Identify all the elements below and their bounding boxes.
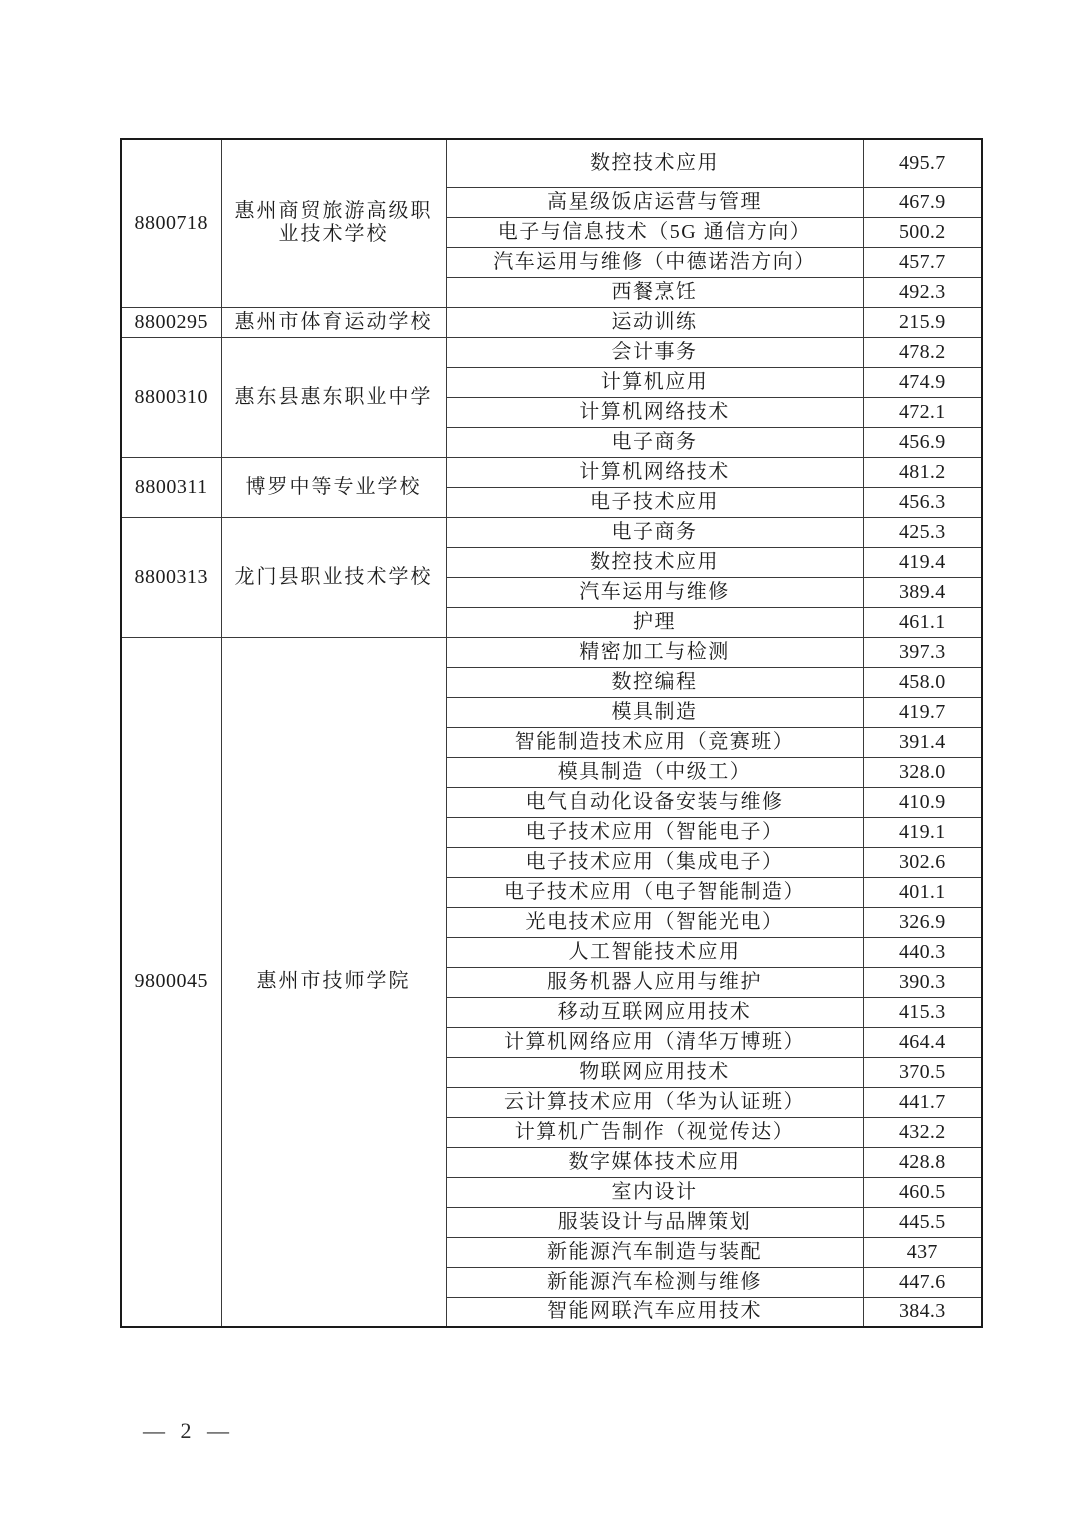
score-cell: 456.9 xyxy=(863,427,982,457)
major-name-cell: 计算机网络技术 xyxy=(446,457,863,487)
score-cell: 495.7 xyxy=(863,139,982,187)
major-name-cell: 物联网应用技术 xyxy=(446,1057,863,1087)
score-cell: 461.1 xyxy=(863,607,982,637)
major-name-cell: 智能制造技术应用（竞赛班） xyxy=(446,727,863,757)
school-name-cell: 博罗中等专业学校 xyxy=(221,457,446,517)
score-cell: 458.0 xyxy=(863,667,982,697)
major-name-cell: 数字媒体技术应用 xyxy=(446,1147,863,1177)
major-name-cell: 数控技术应用 xyxy=(446,139,863,187)
major-name-cell: 智能网联汽车应用技术 xyxy=(446,1297,863,1327)
major-name-cell: 电气自动化设备安装与维修 xyxy=(446,787,863,817)
score-cell: 441.7 xyxy=(863,1087,982,1117)
score-cell: 410.9 xyxy=(863,787,982,817)
score-cell: 428.8 xyxy=(863,1147,982,1177)
score-cell: 397.3 xyxy=(863,637,982,667)
score-cell: 384.3 xyxy=(863,1297,982,1327)
score-cell: 415.3 xyxy=(863,997,982,1027)
school-name-cell: 龙门县职业技术学校 xyxy=(221,517,446,637)
major-name-cell: 模具制造 xyxy=(446,697,863,727)
major-name-cell: 会计事务 xyxy=(446,337,863,367)
major-name-cell: 计算机网络应用（清华万博班） xyxy=(446,1027,863,1057)
score-cell: 440.3 xyxy=(863,937,982,967)
school-name-cell: 惠州市体育运动学校 xyxy=(221,307,446,337)
score-table-body xyxy=(121,139,982,1327)
score-cell: 457.7 xyxy=(863,247,982,277)
score-cell: 419.4 xyxy=(863,547,982,577)
score-cell: 302.6 xyxy=(863,847,982,877)
score-cell: 460.5 xyxy=(863,1177,982,1207)
score-cell: 370.5 xyxy=(863,1057,982,1087)
major-name-cell: 模具制造（中级工） xyxy=(446,757,863,787)
admission-score-table xyxy=(120,138,983,1328)
major-name-cell: 电子技术应用 xyxy=(446,487,863,517)
score-cell: 472.1 xyxy=(863,397,982,427)
major-name-cell: 移动互联网应用技术 xyxy=(446,997,863,1027)
school-code-cell: 8800718 xyxy=(121,139,221,307)
score-cell: 215.9 xyxy=(863,307,982,337)
major-name-cell: 云计算技术应用（华为认证班） xyxy=(446,1087,863,1117)
major-name-cell: 高星级饭店运营与管理 xyxy=(446,187,863,217)
major-name-cell: 计算机广告制作（视觉传达） xyxy=(446,1117,863,1147)
major-name-cell: 光电技术应用（智能光电） xyxy=(446,907,863,937)
major-name-cell: 服装设计与品牌策划 xyxy=(446,1207,863,1237)
table-row xyxy=(121,139,982,187)
major-name-cell: 电子商务 xyxy=(446,517,863,547)
page-number-footer: — 2 — xyxy=(143,1418,229,1443)
major-name-cell: 室内设计 xyxy=(446,1177,863,1207)
major-name-cell: 运动训练 xyxy=(446,307,863,337)
major-name-cell: 电子技术应用（智能电子） xyxy=(446,817,863,847)
major-name-cell: 计算机网络技术 xyxy=(446,397,863,427)
major-name-cell: 电子商务 xyxy=(446,427,863,457)
major-name-cell: 电子与信息技术（5G 通信方向） xyxy=(446,217,863,247)
major-name-cell: 汽车运用与维修（中德诺浩方向） xyxy=(446,247,863,277)
major-name-cell: 新能源汽车制造与装配 xyxy=(446,1237,863,1267)
major-name-cell: 护理 xyxy=(446,607,863,637)
score-cell: 390.3 xyxy=(863,967,982,997)
score-cell: 481.2 xyxy=(863,457,982,487)
major-name-cell: 人工智能技术应用 xyxy=(446,937,863,967)
major-name-cell: 电子技术应用（集成电子） xyxy=(446,847,863,877)
table-row xyxy=(121,637,982,667)
school-name-cell: 惠州市技师学院 xyxy=(221,637,446,1327)
table-row xyxy=(121,307,982,337)
major-name-cell: 精密加工与检测 xyxy=(446,637,863,667)
score-cell: 478.2 xyxy=(863,337,982,367)
major-name-cell: 西餐烹饪 xyxy=(446,277,863,307)
table-row xyxy=(121,337,982,367)
score-cell: 474.9 xyxy=(863,367,982,397)
score-cell: 467.9 xyxy=(863,187,982,217)
major-name-cell: 数控编程 xyxy=(446,667,863,697)
score-cell: 464.4 xyxy=(863,1027,982,1057)
table-row xyxy=(121,517,982,547)
score-cell: 326.9 xyxy=(863,907,982,937)
score-cell: 500.2 xyxy=(863,217,982,247)
score-cell: 447.6 xyxy=(863,1267,982,1297)
major-name-cell: 数控技术应用 xyxy=(446,547,863,577)
score-cell: 492.3 xyxy=(863,277,982,307)
major-name-cell: 汽车运用与维修 xyxy=(446,577,863,607)
score-cell: 445.5 xyxy=(863,1207,982,1237)
major-name-cell: 服务机器人应用与维护 xyxy=(446,967,863,997)
school-code-cell: 9800045 xyxy=(121,637,221,1327)
score-cell: 391.4 xyxy=(863,727,982,757)
major-name-cell: 计算机应用 xyxy=(446,367,863,397)
score-cell: 328.0 xyxy=(863,757,982,787)
major-name-cell: 电子技术应用（电子智能制造） xyxy=(446,877,863,907)
score-cell: 425.3 xyxy=(863,517,982,547)
score-cell: 432.2 xyxy=(863,1117,982,1147)
school-code-cell: 8800311 xyxy=(121,457,221,517)
major-name-cell: 新能源汽车检测与维修 xyxy=(446,1267,863,1297)
school-code-cell: 8800310 xyxy=(121,337,221,457)
school-code-cell: 8800313 xyxy=(121,517,221,637)
score-cell: 456.3 xyxy=(863,487,982,517)
school-name-cell: 惠东县惠东职业中学 xyxy=(221,337,446,457)
table-row xyxy=(121,457,982,487)
score-cell: 401.1 xyxy=(863,877,982,907)
score-cell: 389.4 xyxy=(863,577,982,607)
score-cell: 419.7 xyxy=(863,697,982,727)
school-name-cell: 惠州商贸旅游高级职业技术学校 xyxy=(221,139,446,307)
score-cell: 437 xyxy=(863,1237,982,1267)
score-cell: 419.1 xyxy=(863,817,982,847)
school-code-cell: 8800295 xyxy=(121,307,221,337)
